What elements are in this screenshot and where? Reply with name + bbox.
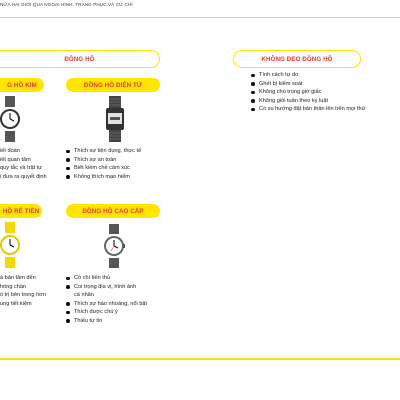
list-item	[251, 71, 365, 80]
list-item-text: ung tiết kiệm	[0, 300, 32, 307]
luxury-watch-label	[66, 204, 160, 218]
list-item-text: Không thích mạo hiểm	[74, 173, 130, 180]
yellow-watch-icon	[0, 222, 20, 268]
bullet-dot	[66, 150, 70, 154]
list-item	[66, 164, 141, 173]
list-item-text: Có chí tiến thủ	[74, 275, 111, 281]
bullet-dot	[66, 285, 70, 289]
list-item-text: Tính cách tự do	[259, 72, 299, 78]
luxury-watch-list	[66, 274, 147, 326]
section-title-label: ĐỒNG HỒ	[64, 55, 95, 63]
list-item	[0, 283, 46, 292]
list-item	[0, 173, 47, 182]
luxury-watch-label-text: ĐỒNG HỒ CAO CẤP	[82, 207, 144, 215]
cheap-watch-label-text: HỒ RẺ TIỀN	[2, 207, 40, 215]
page-header-title: NỮA HAI GIỚI QUA NGOẠI HÌNH, TRANG PHỤC VÀ CỬ CHỈ	[0, 2, 133, 7]
list-item-text: i đưa ra quyết định	[0, 173, 47, 180]
list-item-text: quy tắc và trật tự	[0, 165, 42, 172]
list-item	[66, 317, 147, 326]
list-item-text: Biết kiềm chế cảm xúc	[74, 165, 130, 172]
list-item-text: à bản tâm đến	[0, 275, 36, 281]
list-item-text: Thích sự tiện dụng, thực tế	[74, 148, 142, 154]
bullet-dot	[66, 167, 70, 171]
list-item	[66, 300, 147, 309]
list-item-text: iết đoán	[0, 148, 20, 154]
list-item	[66, 274, 147, 283]
list-item	[66, 308, 147, 317]
bullet-dot	[66, 302, 70, 306]
list-item-text: Coi trọng địa vị, hình ảnh	[74, 283, 137, 290]
analog-watch-list	[0, 147, 47, 181]
list-item	[0, 147, 47, 156]
digital-watch-icon	[104, 96, 126, 142]
bullet-dot	[66, 311, 70, 315]
list-item-text: Thích được chú ý	[74, 309, 118, 316]
list-item	[0, 274, 46, 283]
analog-watch-label	[0, 78, 44, 92]
list-item-text: Không chú trọng giờ giấc	[259, 89, 322, 96]
list-item-text: hóng chán	[0, 283, 27, 290]
digital-watch-list	[66, 147, 141, 181]
bottom-rule	[0, 358, 400, 360]
digital-watch-label-text: ĐỒNG HỒ ĐIỆN TỬ	[83, 81, 143, 89]
list-item-text: cá nhân	[74, 292, 94, 299]
list-item-text: Không giỏi tuân theo kỷ luật	[259, 97, 329, 104]
list-item	[0, 156, 47, 165]
list-item-text: Ghét bị kiểm soát	[259, 80, 303, 87]
bullet-dot	[251, 91, 255, 95]
list-item	[251, 105, 365, 114]
bullet-dot	[66, 158, 70, 162]
bullet-dot	[251, 74, 255, 78]
cheap-watch-label	[0, 204, 42, 218]
no-watch-list	[251, 71, 365, 114]
list-item-text: Thiếu tự tin	[74, 317, 103, 324]
list-item	[66, 147, 141, 156]
bullet-dot	[251, 82, 255, 86]
bullet-dot	[251, 108, 255, 112]
list-item	[251, 88, 365, 97]
list-item	[251, 80, 365, 89]
list-item-text: ó trị bên trong hơn	[0, 292, 46, 299]
luxury-watch-icon	[103, 224, 125, 268]
list-item	[66, 283, 147, 292]
list-item-text: Thích sự hào nhoáng, nổi bật	[74, 300, 148, 307]
list-item	[0, 164, 47, 173]
bullet-dot	[66, 319, 70, 323]
list-item-text: Có xu hướng đặt bản thân lên trên mọi thứ	[259, 106, 366, 113]
no-watch-title-label: KHÔNG ĐEO ĐỒNG HỒ	[261, 55, 333, 63]
bullet-dot	[251, 99, 255, 103]
digital-watch-label	[66, 78, 160, 92]
top-rule	[0, 10, 400, 18]
list-item	[66, 156, 141, 165]
list-item-text: Thích sự an toàn	[74, 156, 117, 163]
section-title	[0, 50, 160, 68]
analog-watch-label-text: G HỒ KIM	[7, 81, 37, 89]
bullet-dot	[66, 277, 70, 281]
list-item-text: iết quan tâm	[0, 156, 31, 163]
list-item	[251, 97, 365, 106]
no-watch-title	[233, 50, 361, 68]
list-item	[66, 173, 141, 182]
list-item-continued	[66, 291, 147, 300]
list-item	[0, 300, 46, 309]
cheap-watch-list	[0, 274, 46, 308]
list-item	[0, 291, 46, 300]
analog-watch-icon	[0, 96, 20, 142]
bullet-dot	[66, 175, 70, 179]
